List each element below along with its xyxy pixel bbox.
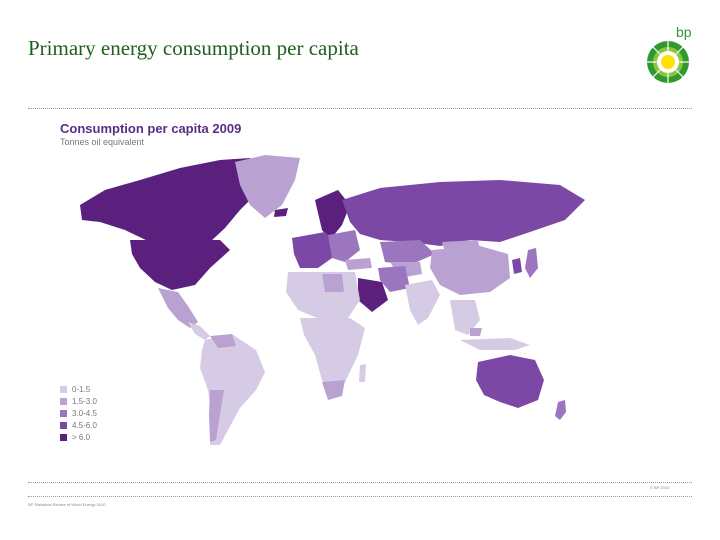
region-mexico (158, 288, 198, 328)
legend-item (60, 396, 97, 407)
region-japan (525, 248, 538, 278)
footer-source: BP Statistical Review of World Energy 2010 (28, 502, 106, 507)
region-russia (342, 180, 585, 246)
map-legend (60, 384, 97, 444)
legend-item (60, 384, 97, 395)
copyright-text: © BP 2010 (650, 485, 670, 490)
bp-logo-text: bp (676, 24, 692, 40)
legend-swatch (60, 410, 67, 417)
legend-label: 0-1.5 (72, 385, 91, 394)
legend-label: 1.5-3.0 (72, 397, 97, 406)
legend-item (60, 432, 97, 443)
legend-item (60, 420, 97, 431)
region-greenland (235, 155, 300, 218)
region-central-america (188, 322, 210, 340)
region-indonesia (460, 338, 530, 350)
world-choropleth-map (60, 150, 600, 450)
legend-item (60, 408, 97, 419)
region-malaysia (470, 328, 482, 336)
legend-swatch (60, 386, 67, 393)
region-libya (322, 274, 344, 292)
legend-label: 3.0-4.5 (72, 409, 97, 418)
map-subtitle: Tonnes oil equivalent (60, 137, 145, 147)
region-korea (512, 258, 522, 274)
region-madagascar (359, 364, 366, 382)
region-mongolia (442, 240, 480, 252)
region-south-africa (322, 380, 345, 400)
legend-swatch (60, 422, 67, 429)
top-divider (28, 108, 692, 109)
slide-title: Primary energy consumption per capita (28, 36, 359, 60)
region-australia (476, 355, 544, 408)
bottom-divider (28, 482, 692, 483)
region-turkey (345, 258, 372, 270)
footer-divider (28, 496, 692, 497)
map-title: Consumption per capita 2009 (60, 121, 242, 136)
region-china (430, 246, 510, 295)
legend-label: > 6.0 (72, 433, 91, 442)
region-india (405, 280, 440, 325)
region-new-zealand (555, 400, 566, 420)
region-usa (130, 240, 230, 290)
legend-label: 4.5-6.0 (72, 421, 97, 430)
region-eastern-europe (328, 230, 360, 262)
legend-swatch (60, 434, 67, 441)
legend-swatch (60, 398, 67, 405)
